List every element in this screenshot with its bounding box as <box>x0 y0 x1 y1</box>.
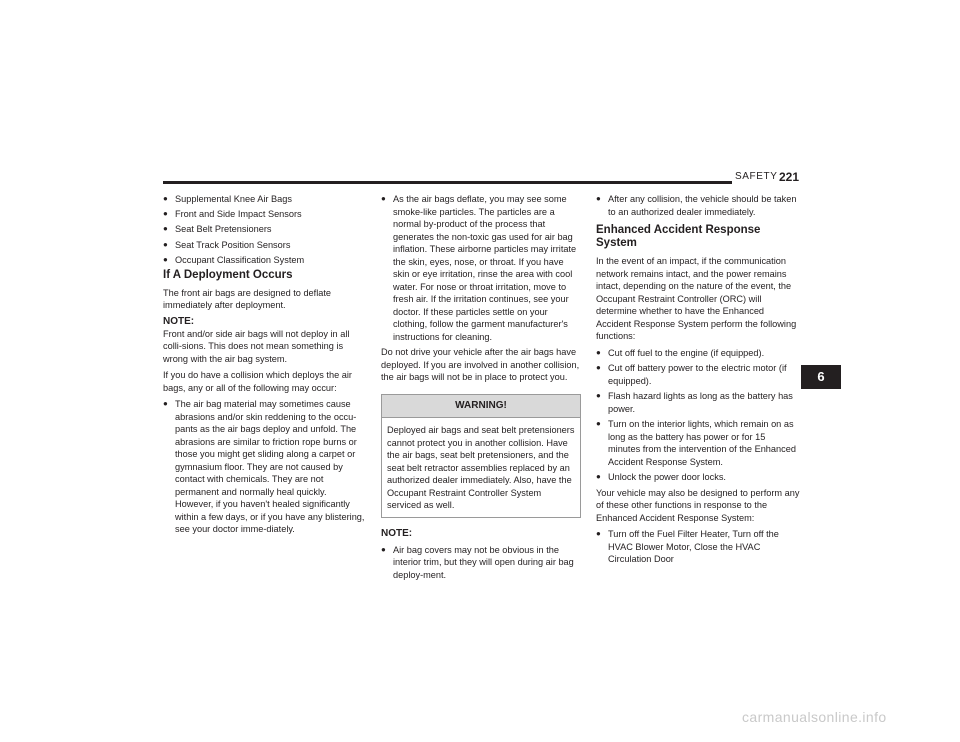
warning-title: WARNING! <box>382 395 580 419</box>
list-item: ● Turn on the interior lights, which remain on as long as the battery has power or for 15 minutes from the intervention of the Enhanced Accident Response System. <box>596 418 800 468</box>
section-heading-enhanced-accident-response: Enhanced Accident Response System <box>596 224 761 249</box>
warning-text: Deployed air bags and seat belt pretensioners cannot protect you in another collision. Have the air bags, seat belt pretensioners, and the seat belt retractor assemblies replaced by an authorized dealer immediately. Also, have the Occupant Restraint Controller System serviced as well. <box>387 425 575 510</box>
deflate-list <box>381 193 581 343</box>
list-item: ● As the air bags deflate, you may see some smoke-like particles. The particles are a normal by-product of the process that generates the non-toxic gas used for air bag inflation. These airborne particles may irritate the skin, eyes, nose, or throat. If you have skin or eye irritation, rinse the area with cool water. For nose or throat irritation, move to fresh air. If the irritation continues, see your doctor. If these particles settle on your clothing, follow the garment manufacturer's instructions for cleaning. <box>381 193 581 343</box>
list-item: ● The air bag material may sometimes cause abrasions and/or skin reddening to the occu-pants as the air bags deploy and unfold. The abrasions are similar to friction rope burns or those you might get sliding along a carpet or gymnasium floor. They are not caused by contact with chemicals. They are not permanent and normally heal quickly. However, if you haven't healed significantly within a few days, or if you have any blistering, see your doctor imme-diately. <box>163 398 367 536</box>
note-label: NOTE: <box>163 315 195 327</box>
component-list <box>163 193 367 266</box>
other-functions-list <box>596 528 800 566</box>
list-item: ● Unlock the power door locks. <box>596 471 800 484</box>
paragraph: Your vehicle may also be designed to perform any of these other functions in response to the Enhanced Accident Response System: <box>596 487 800 523</box>
list-item: ● Cut off battery power to the electric motor (if equipped). <box>596 362 800 387</box>
paragraph: In the event of an impact, if the communication network remains intact, and the power remains intact, depending on the nature of the event, the Occupant Restraint Controller (ORC) will determine whether to have the Enhanced Accident Response System perform the following functions: <box>596 256 797 341</box>
list-item: ● Front and Side Impact Sensors <box>163 208 367 221</box>
warning-box <box>381 394 581 518</box>
column-2 <box>381 193 581 584</box>
list-item: ● Air bag covers may not be obvious in the interior trim, but they will open during air bag deploy-ment. <box>381 544 581 582</box>
list-item: ● After any collision, the vehicle should be taken to an authorized dealer immediately. <box>596 193 800 218</box>
watermark: carmanualsonline.info <box>742 709 887 725</box>
after-collision-list <box>596 193 800 218</box>
column-3 <box>596 193 800 569</box>
effects-list <box>163 398 367 536</box>
list-item: ● Occupant Classification System <box>163 254 367 267</box>
list-item: ● Seat Belt Pretensioners <box>163 223 367 236</box>
functions-list <box>596 347 800 484</box>
list-item: ● Turn off the Fuel Filter Heater, Turn off the HVAC Blower Motor, Close the HVAC Circulation Door <box>596 528 800 566</box>
list-item: ● Cut off fuel to the engine (if equipped). <box>596 347 800 360</box>
header-section-title: SAFETY <box>735 171 778 182</box>
chapter-tab: 6 <box>801 365 841 389</box>
header-rule <box>163 181 732 184</box>
paragraph: Do not drive your vehicle after the air bags have deployed. If you are involved in another collision, the air bags will not be in place to protect you. <box>381 347 580 382</box>
list-item: ● Seat Track Position Sensors <box>163 239 367 252</box>
paragraph: If you do have a collision which deploys the air bags, any or all of the following may occur: <box>163 370 352 393</box>
list-item: ● Flash hazard lights as long as the battery has power. <box>596 390 800 415</box>
note-text: Front and/or side air bags will not deploy in all colli-sions. This does not mean something is wrong with the air bag system. <box>163 328 350 364</box>
note-label: NOTE: <box>381 527 413 539</box>
section-heading-deployment: If A Deployment Occurs <box>163 268 293 281</box>
paragraph: The front air bags are designed to deflate immediately after deployment. <box>163 287 332 311</box>
column-1 <box>163 193 367 539</box>
page-number: 221 <box>779 170 800 184</box>
list-item: ● Supplemental Knee Air Bags <box>163 193 367 206</box>
note-list <box>381 544 581 582</box>
